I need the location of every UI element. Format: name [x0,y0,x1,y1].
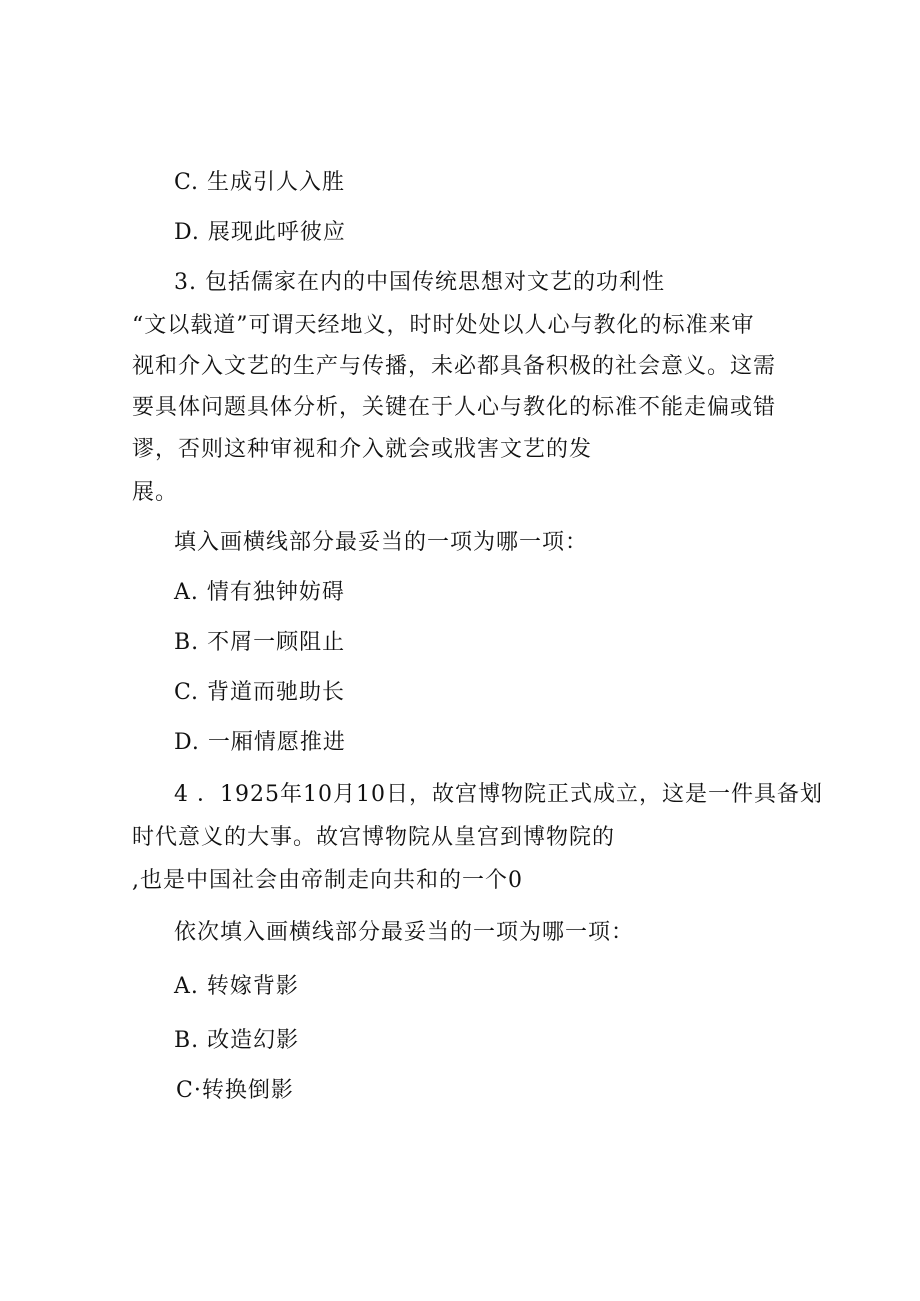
q3-stem-line4: 要具体问题具体分析，关键在于人心与教化的标准不能走偏或错 [132,395,777,420]
q3-instruction: 填入画横线部分最妥当的一项为哪一项： [174,530,589,555]
q4-instruction: 依次填入画横线部分最妥当的一项为哪一项： [174,920,635,945]
q3-option-a: A. 情有独钟妨碍 [174,580,345,605]
q3-stem-line1: 3. 包括儒家在内的中国传统思想对文艺的功利性 [174,270,665,295]
q2-option-d: D. 展现此呼彼应 [174,220,346,245]
q3-stem-line6: 展。 [132,480,179,505]
q4-option-b: B. 改造幻影 [174,1028,300,1053]
q3-stem-line5: 谬，否则这种审视和介入就会或戕害文艺的发 [132,437,593,462]
q3-stem-line2: “文以载道”可谓天经地义，时时处处以人心与教化的标准来审 [132,313,755,338]
q4-option-c: C·转换倒影 [176,1078,294,1103]
q3-option-c: C. 背道而驰助长 [174,680,346,705]
q4-stem-line3: ,也是中国社会由帝制走向共和的一个0 [132,868,523,893]
q3-stem-line3: 视和介入文艺的生产与传播，未必都具备积极的社会意义。这需 [132,354,777,379]
q4-option-a: A. 转嫁背影 [174,974,299,999]
q4-stem-line1: 4 ．1925年10月10日，故宫博物院正式成立，这是一件具备划 [174,782,823,807]
q3-option-b: B. 不屑一顾阻止 [174,630,346,655]
q4-stem-line2: 时代意义的大事。故宫博物院从皇宫到博物院的 [132,825,616,850]
q3-option-d: D. 一厢情愿推进 [174,730,346,755]
q2-option-c: C. 生成引人入胜 [174,170,346,195]
